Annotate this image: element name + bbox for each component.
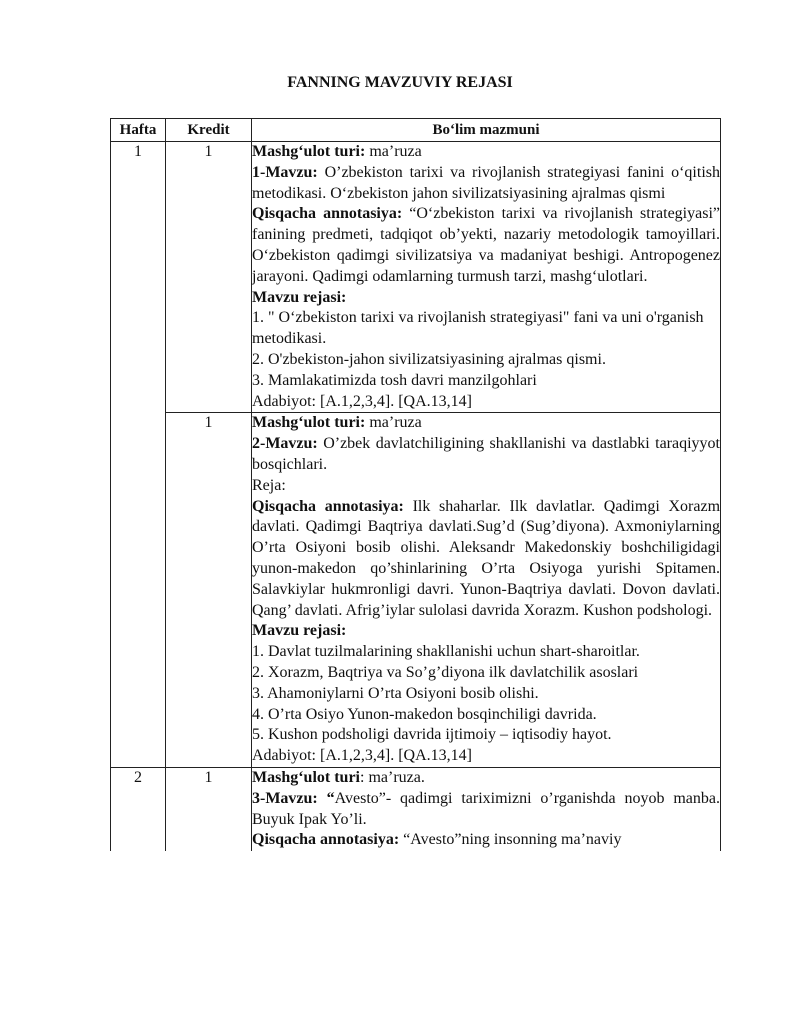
header-credit: Kredit [166, 119, 252, 142]
plan-heading: Mavzu rejasi: [252, 622, 347, 640]
plan-item: 3. Ahamoniylarni O’rta Osiyoni bosib olishi. [252, 684, 539, 702]
content-cell [252, 767, 721, 851]
lesson-type: Mashg‘ulot turi: ma’ruza. [252, 768, 425, 786]
lesson-type: Mashg‘ulot turi: ma’ruza [252, 414, 422, 432]
topic-title: 3-Mavzu: “Avesto”- qadimgi tariximizni o’rganishda noyob manba. Buyuk Ipak Yo’li. [252, 789, 720, 828]
table-row [111, 142, 721, 413]
credit-cell: 1 [166, 413, 252, 768]
plan-item: 1. Davlat tuzilmalarining shakllanishi uchun shart-sharoitlar. [252, 643, 640, 661]
table-header-row [111, 119, 721, 142]
plan-item: 3. Mamlakatimizda tosh davri manzilgohlari [252, 371, 537, 389]
content-cell [252, 142, 721, 413]
week-cell: 1 [111, 142, 166, 768]
lesson-type: Mashg‘ulot turi: ma’ruza [252, 143, 422, 160]
topic-plan-table [110, 118, 721, 851]
header-content: Bo‘lim mazmuni [252, 119, 721, 142]
page-title: FANNING MAVZUVIY REJASI [287, 74, 513, 91]
credit-cell: 1 [166, 142, 252, 413]
topic-title: 1-Mavzu: O’zbekiston tarixi va rivojlanish strategiyasi fanini o‘qitish metodikasi. O‘zbekiston jahon sivilizatsiyasining ajralmas qismi [252, 163, 720, 202]
content-cell [252, 413, 721, 768]
annotation: Qisqacha annotasiya: Ilk shaharlar. Ilk davlatlar. Qadimgi Xorazm davlati. Qadimgi Baqtriya davlati.Sug’d (Sug’diyona). Axmoniylarning O’rta Osiyoni bosib olishi. Aleksandr Makedonskiy boshchiligidagi yunon-makedon qo’shinlarining O’rta Osiyoga yurishi Spitamen. Salavkiylar hukmronligi davri. Yunon-Baqtriya davlati. Dovon davlati. Qang’ davlati. Afrig’iylar sulolasi davrida Xorazm. Kushon podshologi. [252, 497, 721, 619]
header-week: Hafta [111, 119, 166, 142]
plan-item: 1. " O‘zbekiston tarixi va rivojlanish strategiyasi" fani va uni o'rganish metodikasi. [252, 309, 704, 348]
plan-item: 5. Kushon podsholigi davrida ijtimoiy – iqtisodiy hayot. [252, 726, 612, 744]
annotation: Qisqacha annotasiya: “O‘zbekiston tarixi va rivojlanish strategiyasi” fanining predmeti, tadqiqot ob’yekti, nazariy metodologik tamoyillari. O‘zbekiston qadimgi sivilizatsiya va madaniyat beshigi. Antropogenez jarayoni. Qadimgi odamlarning turmush tarzi, mashg‘ulotlari. [252, 205, 720, 285]
reja-label: Reja: [252, 476, 286, 494]
week-cell: 2 [111, 767, 166, 851]
literature-ref: Adabiyot: [A.1,2,3,4]. [QA.13,14] [252, 747, 472, 765]
table-row [111, 413, 721, 768]
topic-title: 2-Mavzu: O’zbek davlatchiligining shakllanishi va dastlabki taraqiyyot bosqichlari. [252, 435, 720, 473]
plan-item: 4. O’rta Osiyo Yunon-makedon bosqinchiligi davrida. [252, 705, 597, 723]
plan-item: 2. O'zbekiston-jahon sivilizatsiyasining ajralmas qismi. [252, 350, 606, 368]
credit-cell: 1 [166, 767, 252, 851]
annotation: Qisqacha annotasiya: “Avesto”ning insonning ma’naviy [252, 831, 622, 849]
table-row [111, 767, 721, 851]
plan-item: 2. Xorazm, Baqtriya va So’g’diyona ilk davlatchilik asoslari [252, 663, 639, 681]
literature-ref: Adabiyot: [A.1,2,3,4]. [QA.13,14] [252, 392, 472, 410]
plan-heading: Mavzu rejasi: [252, 288, 347, 306]
